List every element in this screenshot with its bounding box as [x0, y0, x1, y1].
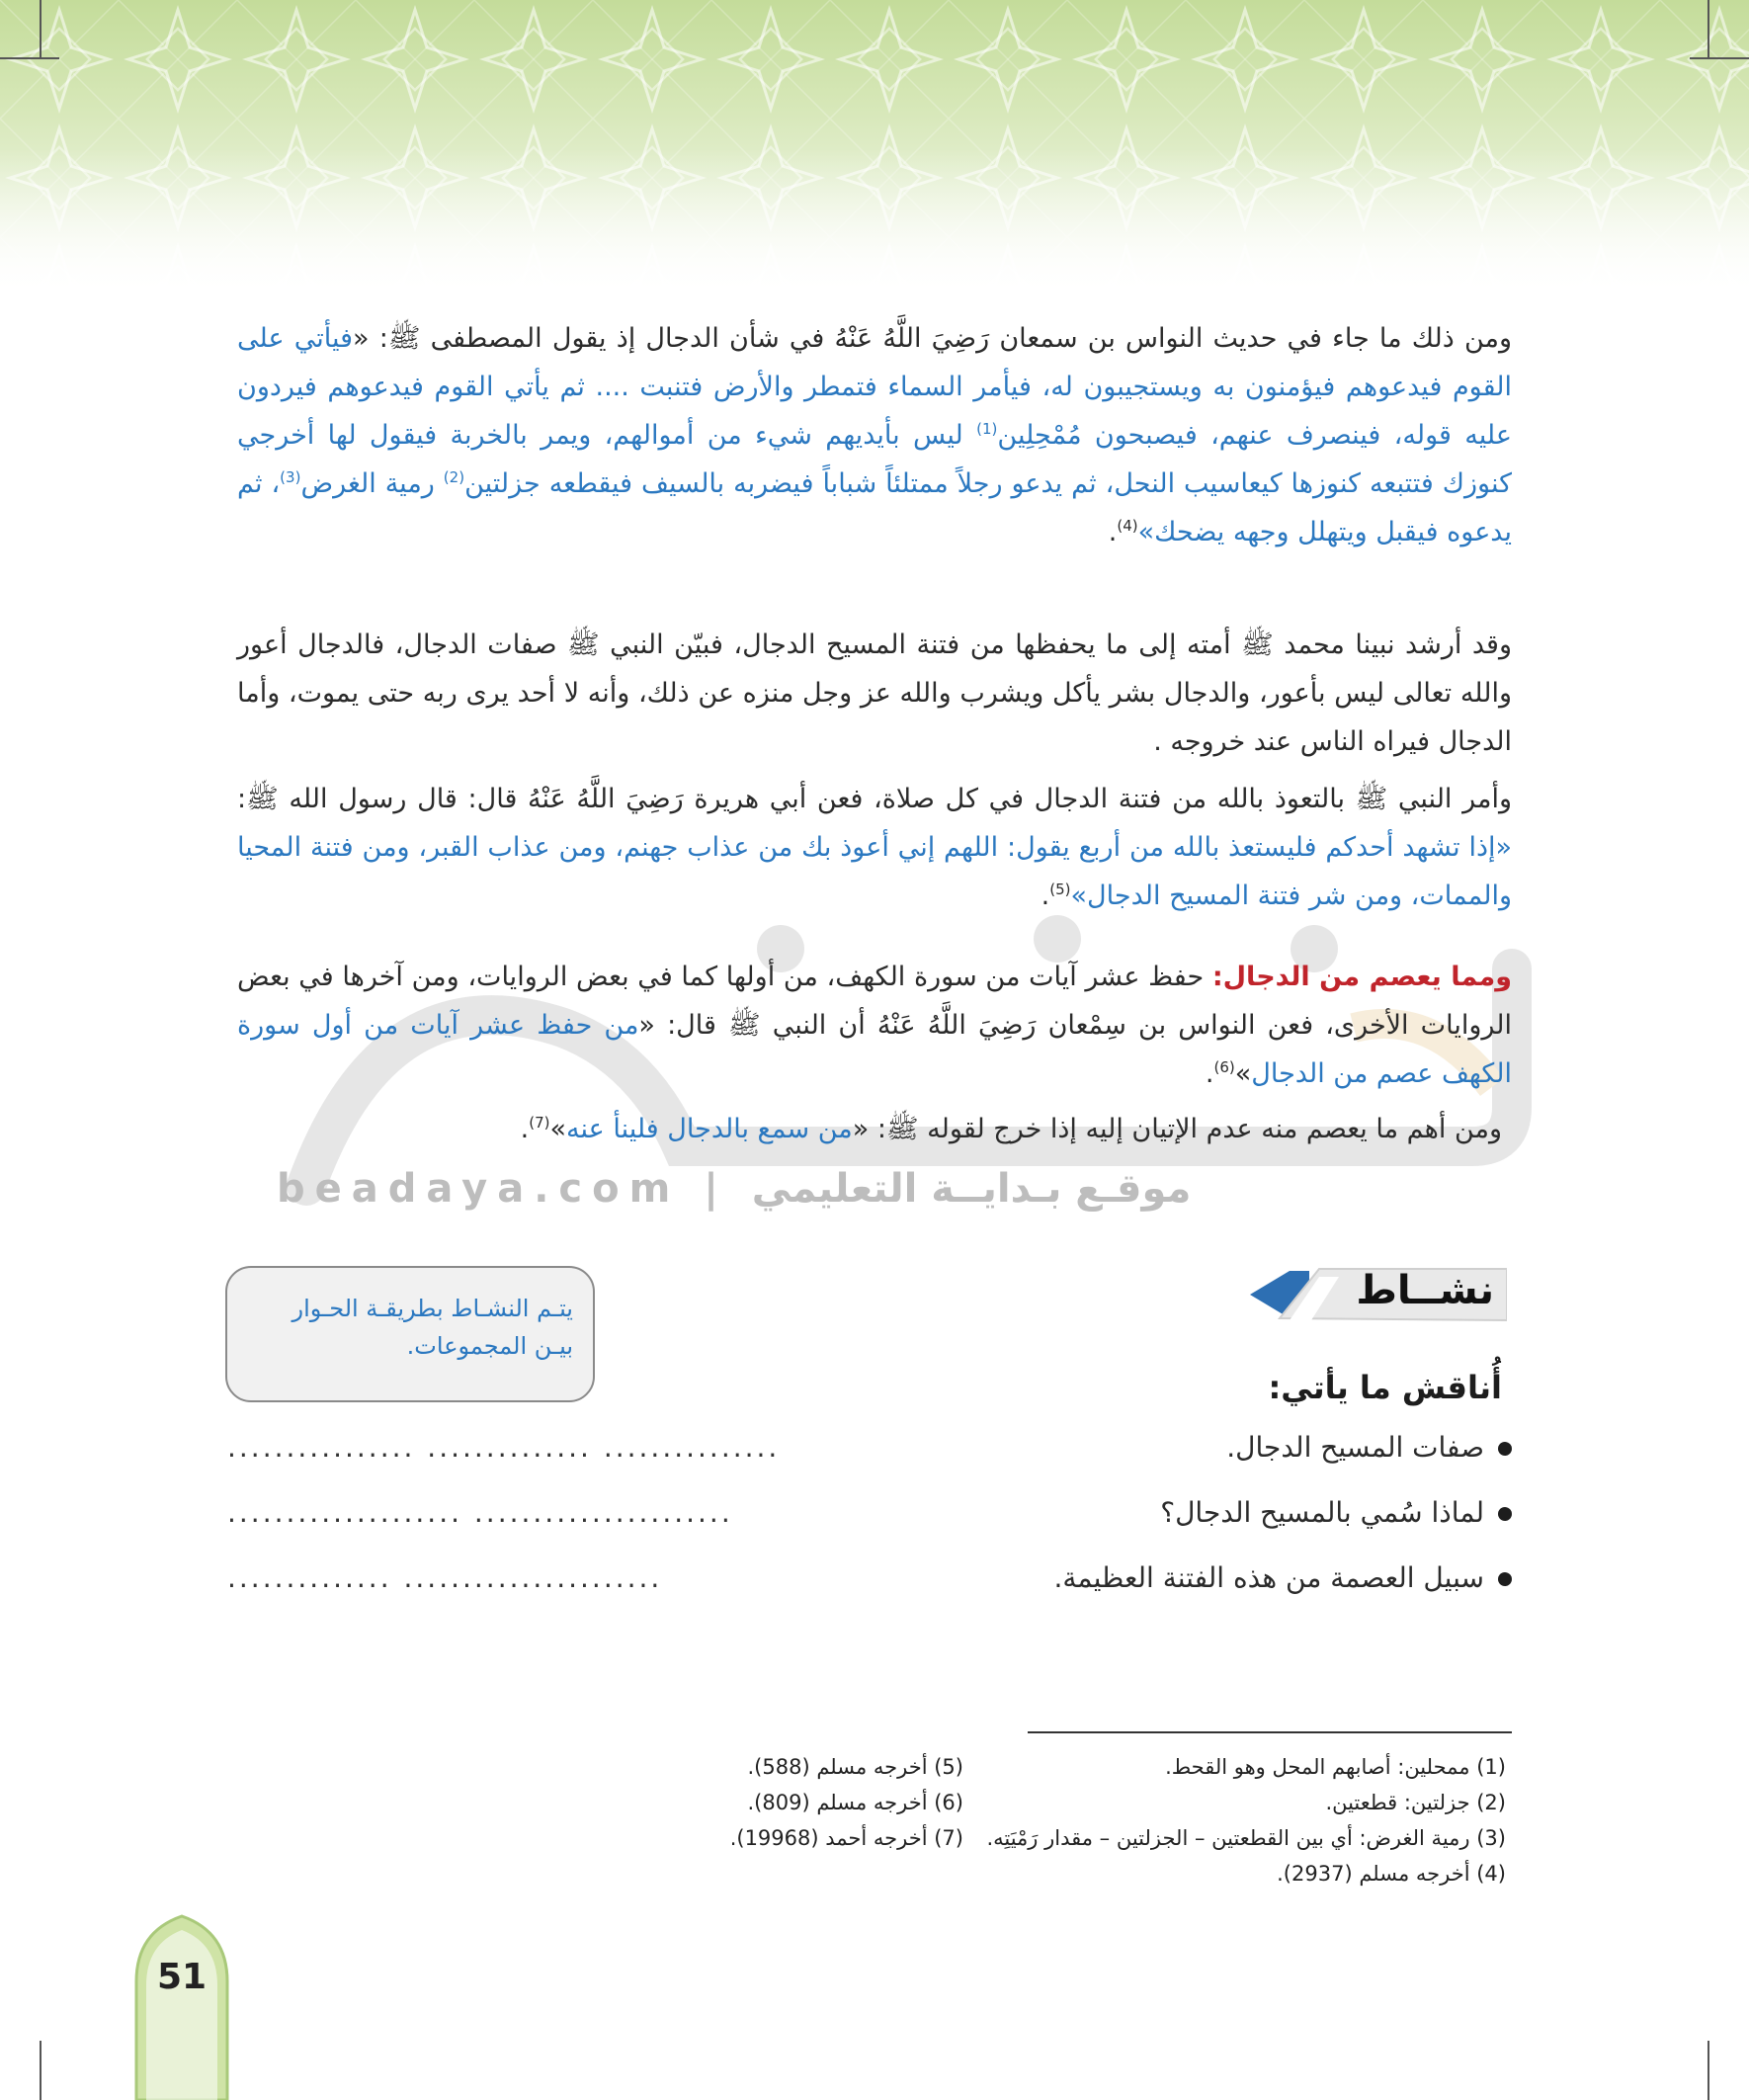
period: . [1205, 1058, 1214, 1089]
bullet-icon [1498, 1507, 1512, 1521]
discussion-item [227, 1496, 1512, 1546]
bullet-icon [1498, 1442, 1512, 1456]
crop-mark [1707, 0, 1709, 59]
quote: من حفظ عشر آيات من أول سورة الكهف عصم من الدجال [237, 1010, 1512, 1089]
period: . [520, 1114, 530, 1144]
page-number: 51 [156, 1957, 208, 1997]
footnote: (5) أخرجه مسلم (588). [747, 1755, 963, 1779]
discussion-item [227, 1561, 1512, 1611]
geometric-star-pattern [0, 0, 1749, 296]
bullet-icon [1498, 1572, 1512, 1586]
page-number-tab [132, 1912, 231, 2100]
footnote-ref[interactable]: (5) [1049, 881, 1071, 898]
footnote-ref[interactable]: (7) [529, 1114, 550, 1132]
quote: من سمع بالدجال فلينأ عنه [566, 1114, 853, 1144]
quote: ليس بأيديهم شيء من أموالهم، ويمر بالخربة فيقول لها أخرجي كنوزك فتتبعه كنوزها كيعاسيب النحل، ثم يدعو رجلاً ممتلئاً شباباً فيضربه بالسيف فيقطعه جزلتين [237, 420, 1513, 499]
footnote-ref[interactable]: (3) [280, 468, 301, 486]
activity-note-box [225, 1266, 595, 1402]
footnote: (7) أخرجه أحمد (19968). [729, 1826, 963, 1850]
quote-end: » [549, 1114, 567, 1144]
header-pattern-band [0, 0, 1749, 296]
footnote-ref[interactable]: (6) [1213, 1058, 1235, 1076]
paragraph-dajjal-traits [237, 621, 1512, 766]
quote: رمية الغرض [300, 468, 444, 499]
discussion-item-text: سبيل العصمة من هذه الفتنة العظيمة. [1053, 1561, 1484, 1594]
discussion-item-text: صفات المسيح الدجال. [1226, 1431, 1484, 1464]
answer-line[interactable]: ................ .............. ............... [227, 1431, 781, 1464]
crop-mark [40, 0, 42, 59]
footnote-divider [1028, 1731, 1512, 1733]
activity-note-text: يتـم النشـاط بطريقـة الحـوار بيـن المجموعات. [292, 1295, 573, 1360]
footnote-ref[interactable]: (1) [976, 420, 998, 438]
crop-mark [1707, 2041, 1709, 2100]
quote: «إذا تشهد أحدكم فليستعذ بالله من أربع يقول: اللهم إني أعوذ بك من عذاب جهنم، ومن عذاب القبر، ومن فتنة المحيا والممات، ومن شر فتنة المسيح الدجال» [237, 832, 1512, 911]
section-heading: ومما يعصم من الدجال: [1211, 962, 1513, 992]
quote-end: » [1137, 517, 1155, 547]
footnote: (4) أخرجه مسلم (2937). [1277, 1862, 1506, 1886]
text: وقد أرشد نبينا محمد ﷺ أمته إلى ما يحفظها من فتنة المسيح الدجال، فبيّن النبي ﷺ صفات الدجال، فالدجال أعور والله تعالى ليس بأعور، والدجال بشر يأكل ويشرب والله عز وجل منزه عن ذلك، وأنه لا أحد يرى ربه حتى يموت، وأما الدجال فيراه الناس عند خروجه . [237, 630, 1512, 757]
footnotes-left-column [647, 1749, 963, 1856]
footnote: (6) أخرجه مسلم (809). [747, 1791, 963, 1814]
crop-mark [40, 2041, 42, 2100]
paragraph-protection-kahf [237, 953, 1512, 1098]
text: وأمر النبي ﷺ بالتعوذ بالله من فتنة الدجال في كل صلاة، فعن أبي هريرة رَضِيَ اللَّهُ عَنْهُ قال: قال رسول الله ﷺ: [237, 784, 1512, 814]
quote-end: » [1234, 1058, 1252, 1089]
discussion-item-text: لماذا سُمي بالمسيح الدجال؟ [1160, 1496, 1484, 1529]
footnote-ref[interactable]: (4) [1117, 517, 1138, 535]
quote: فيأتي على القوم فيدعوهم فيؤمنون به ويستجيبون له، فيأمر السماء فتمطر والأرض فتنبت .... ثم يأتي القوم فيدعوهم فيردون عليه قوله، فينصرف عنهم، فيصبحون مُمْحِلِين [237, 323, 1512, 451]
watermark-url: beadaya.com | موقـع بـدايــة التعليمي [277, 1166, 1192, 1212]
footnote-ref[interactable]: (2) [443, 468, 465, 486]
text: حفظ عشر آيات من سورة الكهف، من أولها كما في بعض الروايات، ومن آخرها في بعض الروايات الأخرى، فعن النواس بن سِمْعان رَضِيَ اللَّهُ عَنْهُ أن النبي ﷺ قال: « [237, 962, 1513, 1041]
answer-line[interactable]: .............. ...................... [227, 1561, 663, 1594]
paragraph-avoid-dajjal [237, 1105, 1512, 1153]
period: . [1108, 517, 1118, 547]
paragraph-seeking-refuge [237, 775, 1512, 920]
paragraph-hadith-nawwas [237, 314, 1512, 556]
text: ومن ذلك ما جاء في حديث النواس بن سمعان رَضِيَ اللَّهُ عَنْهُ في شأن الدجال إذ يقول المصطفى ﷺ: « [353, 323, 1512, 354]
period: . [1041, 881, 1050, 911]
crop-mark [1690, 57, 1749, 59]
footnote: (1) ممحلين: أصابهم المحل وهو القحط. [1165, 1755, 1506, 1779]
discussion-title: أُناقش ما يأتي: [1268, 1369, 1502, 1406]
crop-mark [0, 57, 59, 59]
text: ومن أهم ما يعصم منه عدم الإتيان إليه إذا خرج لقوله ﷺ: « [852, 1114, 1502, 1144]
footnote: (3) رمية الغرض: أي بين القطعتين – الجزلتين – مقدار رَمْيَتِه. [986, 1826, 1506, 1850]
footnote: (2) جزلتين: قطعتين. [1325, 1791, 1506, 1814]
activity-label: نشــاط [1356, 1268, 1494, 1313]
answer-line[interactable]: .................... ...................... [227, 1496, 733, 1529]
discussion-item [227, 1431, 1512, 1480]
quote: ، ثم يدعوه فيقبل ويتهلل وجهه يضحك [237, 468, 1512, 547]
